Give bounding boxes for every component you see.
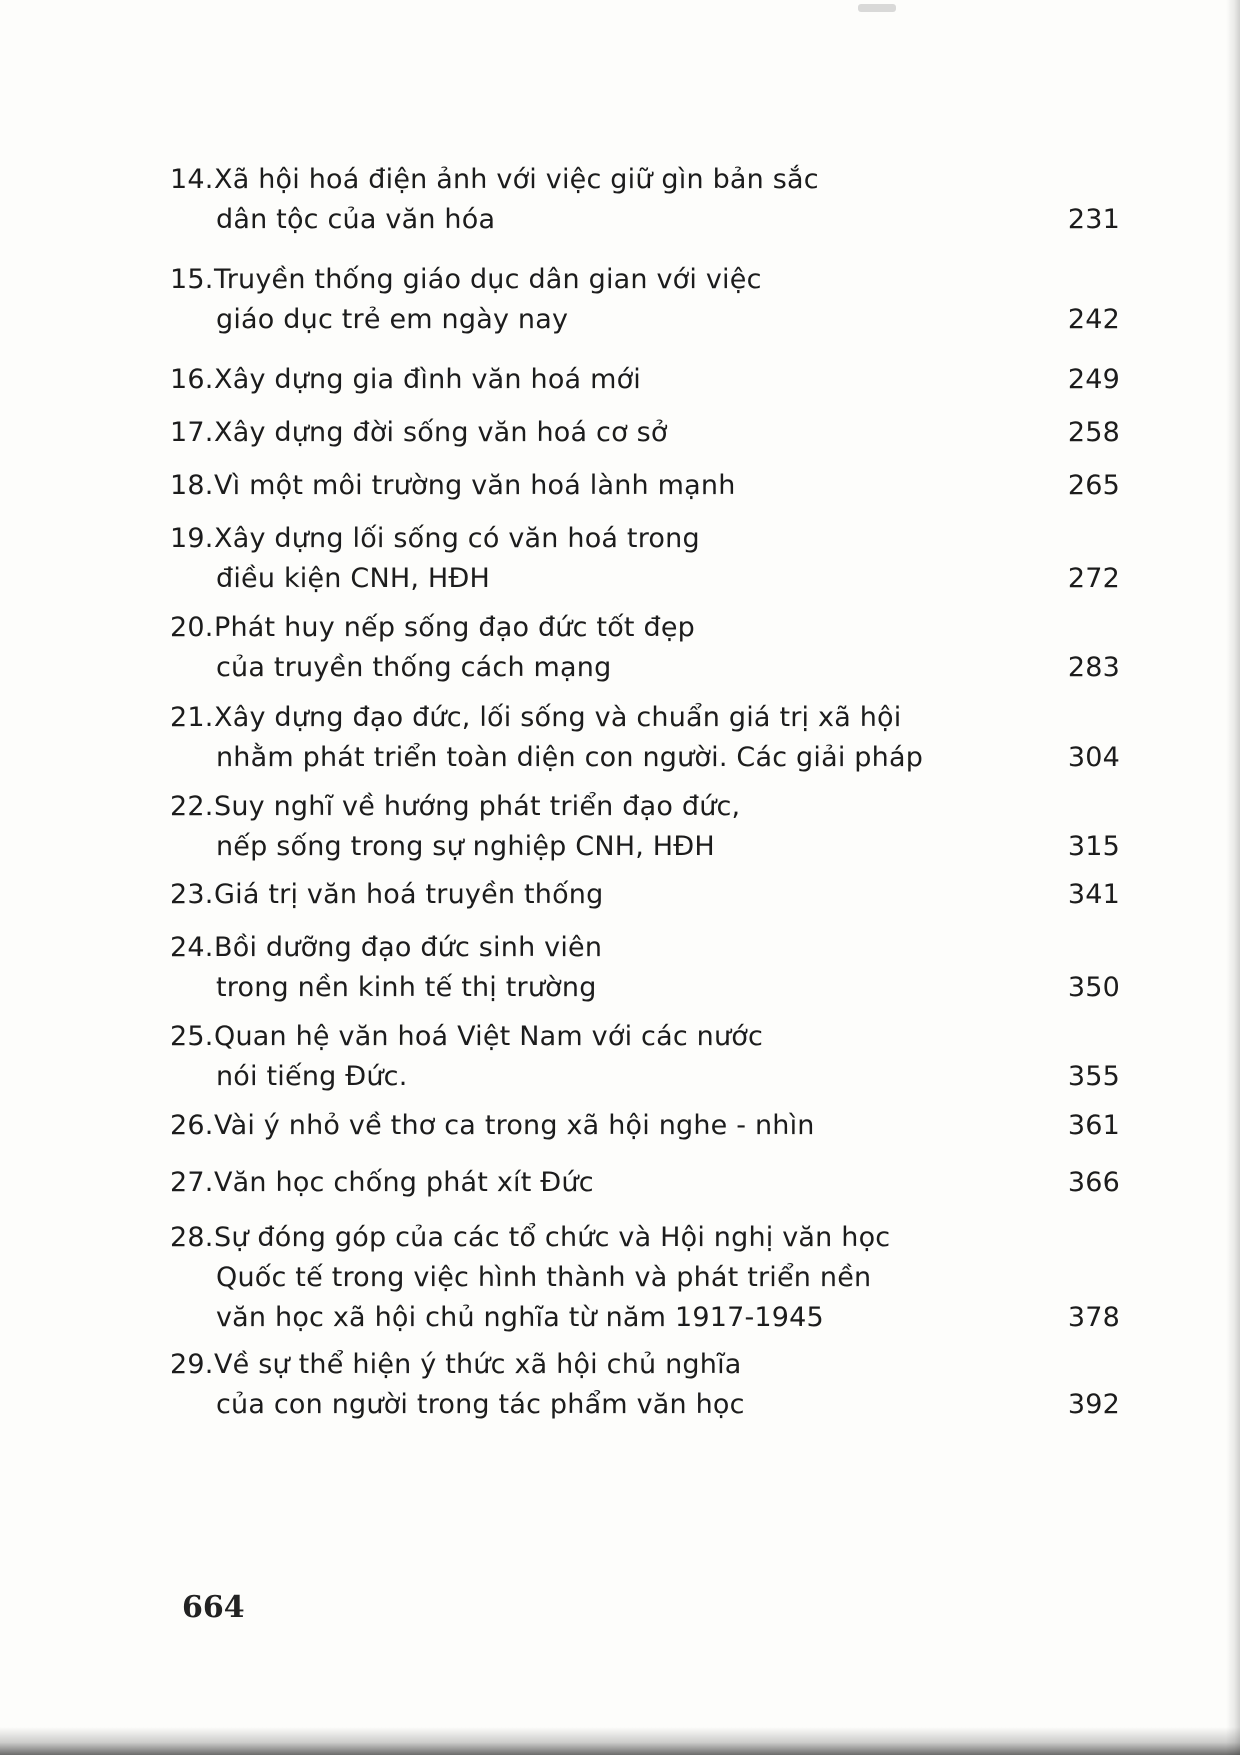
toc-entry-line: văn học xã hội chủ nghĩa từ năm 1917-1945 <box>216 1302 824 1333</box>
toc-entry-title: Văn học chống phát xít Đức <box>214 1167 594 1198</box>
toc-entry-number: 19. <box>170 523 214 554</box>
toc-entry-line <box>170 698 1120 738</box>
toc-entry-line <box>170 413 1120 453</box>
toc-entry-number: 27. <box>170 1167 214 1198</box>
toc-entry-number: 24. <box>170 932 214 963</box>
toc-entry-page: 258 <box>1067 417 1120 448</box>
toc-entry <box>170 698 1120 778</box>
toc-entry-title: Bồi dưỡng đạo đức sinh viên <box>214 932 603 963</box>
toc-entry <box>170 787 1120 867</box>
toc-entry-number: 23. <box>170 879 214 910</box>
toc-entry-line <box>170 1017 1120 1057</box>
toc-entry-line <box>170 608 1120 648</box>
toc-entry-page: 249 <box>1067 364 1120 395</box>
toc-entry-line: Quốc tế trong việc hình thành và phát triển nền <box>216 1262 872 1293</box>
toc-entry-page: 315 <box>1067 831 1120 862</box>
scan-bottom-edge <box>0 1727 1240 1755</box>
toc-entry-title: Xây dựng lối sống có văn hoá trong <box>214 523 700 554</box>
toc-entry-title: Truyền thống giáo dục dân gian với việc <box>214 264 762 295</box>
toc-entry-title: Xây dựng đạo đức, lối sống và chuẩn giá trị xã hội <box>214 702 902 733</box>
toc-entry-line <box>170 519 1120 559</box>
toc-entry-page: 355 <box>1067 1061 1120 1092</box>
toc-entry-page: 272 <box>1067 563 1120 594</box>
toc-entry-number: 26. <box>170 1110 214 1141</box>
toc-entry-page: 265 <box>1067 470 1120 501</box>
toc-entry-title: Sự đóng góp của các tổ chức và Hội nghị văn học <box>214 1222 891 1253</box>
toc-entry <box>170 1163 1120 1203</box>
toc-entry-title: Phát huy nếp sống đạo đức tốt đẹp <box>214 612 695 643</box>
toc-entry-number: 16. <box>170 364 214 395</box>
toc-entry-line: của truyền thống cách mạng <box>216 652 612 683</box>
toc-entry-page: 392 <box>1067 1389 1120 1420</box>
toc-entry-line: dân tộc của văn hóa <box>216 204 496 235</box>
toc-entry-line <box>170 1106 1120 1146</box>
toc-entry-page: 378 <box>1067 1302 1120 1333</box>
toc-entry <box>170 608 1120 688</box>
toc-entry-title: Xây dựng gia đình văn hoá mới <box>214 364 642 395</box>
toc-entry <box>170 413 1120 453</box>
toc-entry <box>170 466 1120 506</box>
toc-entry-line <box>170 160 1120 200</box>
toc-entry-line <box>170 1163 1120 1203</box>
toc-entry-title: Suy nghĩ về hướng phát triển đạo đức, <box>214 791 741 822</box>
toc-entry <box>170 928 1120 1008</box>
scan-smudge-top <box>858 4 896 12</box>
toc-entry-number: 15. <box>170 264 214 295</box>
toc-entry-page: 341 <box>1067 879 1120 910</box>
toc-entry-title: Giá trị văn hoá truyền thống <box>214 879 604 910</box>
toc-entry-line: của con người trong tác phẩm văn học <box>216 1389 745 1420</box>
toc-entry <box>170 519 1120 599</box>
toc-entry-line: nói tiếng Đức. <box>216 1061 408 1092</box>
toc-entry-line <box>170 928 1120 968</box>
toc-entry-line: nhằm phát triển toàn diện con người. Các giải pháp <box>216 742 924 773</box>
toc-entry-line <box>170 1345 1120 1385</box>
toc-entry-page: 242 <box>1067 304 1120 335</box>
toc-entry <box>170 260 1120 340</box>
toc-entry-number: 20. <box>170 612 214 643</box>
toc-entry-title: Vài ý nhỏ về thơ ca trong xã hội nghe - nhìn <box>214 1110 815 1141</box>
page-number: 664 <box>182 1590 245 1625</box>
toc-entry-title: Vì một môi trường văn hoá lành mạnh <box>214 470 736 501</box>
toc-entry-page: 361 <box>1067 1110 1120 1141</box>
toc-entry-line <box>170 1218 1120 1258</box>
page-edge-shadow <box>1226 0 1240 1755</box>
toc-entry-page: 304 <box>1067 742 1120 773</box>
toc-entry-number: 14. <box>170 164 214 195</box>
toc-entry-number: 21. <box>170 702 214 733</box>
toc-entry-page: 350 <box>1067 972 1120 1003</box>
toc-entry-line: trong nền kinh tế thị trường <box>216 972 597 1003</box>
toc-entry-line <box>170 787 1120 827</box>
toc-entry <box>170 360 1120 400</box>
toc-entry-line <box>170 360 1120 400</box>
toc-entry-line: điều kiện CNH, HĐH <box>216 563 491 594</box>
toc-entry-page: 366 <box>1067 1167 1120 1198</box>
toc-entry-number: 22. <box>170 791 214 822</box>
toc-entry-number: 17. <box>170 417 214 448</box>
toc-entry-page: 231 <box>1067 204 1120 235</box>
toc-entry <box>170 160 1120 240</box>
toc-entry-title: Xây dựng đời sống văn hoá cơ sở <box>214 417 668 448</box>
toc-entry-number: 18. <box>170 470 214 501</box>
toc-entry-number: 29. <box>170 1349 214 1380</box>
toc-entry-title: Quan hệ văn hoá Việt Nam với các nước <box>214 1021 764 1052</box>
toc-entry-line: giáo dục trẻ em ngày nay <box>216 304 569 335</box>
toc-entry-page: 283 <box>1067 652 1120 683</box>
toc-entry-line: nếp sống trong sự nghiệp CNH, HĐH <box>216 831 715 862</box>
toc-entry-line <box>170 466 1120 506</box>
toc-entry <box>170 1106 1120 1146</box>
toc-entry-line <box>170 875 1120 915</box>
toc-entry <box>170 875 1120 915</box>
toc-entry <box>170 1017 1120 1097</box>
toc-entry <box>170 1218 1120 1338</box>
toc-entry-title: Về sự thể hiện ý thức xã hội chủ nghĩa <box>214 1349 742 1380</box>
toc-entry-number: 28. <box>170 1222 214 1253</box>
toc-entry-line <box>170 260 1120 300</box>
toc-entry-title: Xã hội hoá điện ảnh với việc giữ gìn bản sắc <box>214 164 819 195</box>
toc-entry <box>170 1345 1120 1425</box>
toc-entry-number: 25. <box>170 1021 214 1052</box>
